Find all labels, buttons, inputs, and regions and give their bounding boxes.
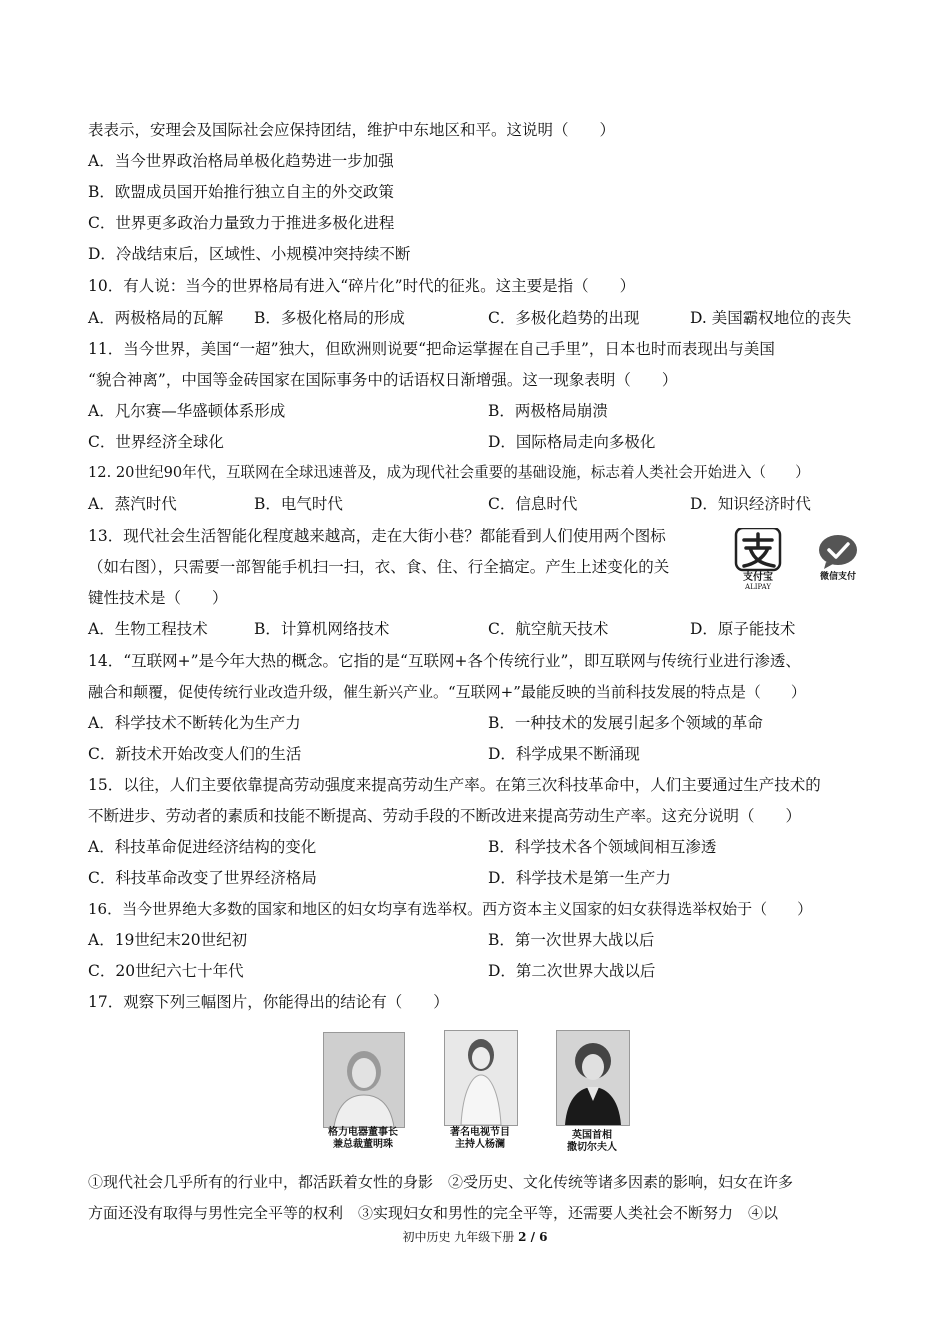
q9-option-c: C．世界更多政治力量致力于推进多极化进程 bbox=[88, 214, 395, 232]
wechat-pay-icon bbox=[808, 534, 868, 570]
q10-option-b: B．多极化格局的形成 bbox=[254, 309, 405, 327]
q10-stem: 10．有人说：当今的世界格局有进入“碎片化”时代的征兆。这主要是指（ ） bbox=[88, 277, 636, 295]
q14-option-c: C．新技术开始改变人们的生活 bbox=[88, 745, 302, 763]
q12-option-c: C．信息时代 bbox=[488, 495, 578, 513]
q11-option-a: A．凡尔赛—华盛顿体系形成 bbox=[88, 402, 286, 420]
page-footer bbox=[0, 1228, 950, 1245]
q9-option-b: B．欧盟成员国开始推行独立自主的外交政策 bbox=[88, 183, 394, 201]
q10-option-c: C．多极化趋势的出现 bbox=[488, 309, 640, 327]
q14-stem-2: 融合和颠覆，促使传统行业改造升级，催生新兴产业。“互联网+”最能反映的当前科技发展的特点是（ ） bbox=[88, 683, 806, 701]
q12-option-d: D．知识经济时代 bbox=[690, 495, 811, 513]
caption-3-line-2: 撒切尔夫人 bbox=[567, 1142, 617, 1153]
q15-option-a: A．科技革命促进经济结构的变化 bbox=[88, 838, 317, 856]
q9-option-d: D．冷战结束后，区域性、小规模冲突持续不断 bbox=[88, 245, 411, 263]
page-number: 2 / 6 bbox=[518, 1230, 548, 1244]
wechat-pay-label: 微信支付 bbox=[819, 572, 856, 582]
q9-stem-end: 表表示，安理会及国际社会应保持团结，维护中东地区和平。这说明（ ） bbox=[88, 121, 616, 139]
portrait-dong-mingzhu bbox=[323, 1032, 405, 1128]
alipay-logo bbox=[728, 528, 788, 590]
q13-stem-2: （如右图），只需要一部智能手机扫一扫，衣、食、住、行全搞定。产生上述变化的关 bbox=[88, 558, 670, 576]
q16-stem: 16．当今世界绝大多数的国家和地区的妇女均享有选举权。西方资本主义国家的妇女获得选举权始于（ ） bbox=[88, 900, 813, 918]
caption-3-line-1: 英国首相 bbox=[572, 1130, 612, 1141]
q15-option-c: C．科技革命改变了世界经济格局 bbox=[88, 869, 317, 887]
alipay-label: 支付宝 bbox=[743, 572, 773, 583]
q14-option-b: B．一种技术的发展引起多个领域的革命 bbox=[488, 714, 763, 732]
wechat-pay-logo bbox=[808, 534, 868, 586]
q16-option-c: C．20世纪六七十年代 bbox=[88, 962, 244, 980]
q13-stem-3: 键性技术是（ ） bbox=[88, 589, 228, 607]
q17-statements-2: 方面还没有取得与男性完全平等的权利 ③实现妇女和男性的完全平等，还需要人类社会不断努力 ④以 bbox=[88, 1204, 779, 1222]
q15-option-d: D．科学技术是第一生产力 bbox=[488, 869, 671, 887]
caption-2-line-1: 著名电视节目 bbox=[450, 1127, 510, 1138]
alipay-icon bbox=[728, 528, 788, 572]
person-photo-icon bbox=[324, 1033, 404, 1127]
alipay-label-en: ALIPAY bbox=[745, 583, 771, 591]
q12-stem: 12. 20世纪90年代，互联网在全球迅速普及，成为现代社会重要的基础设施，标志着人类社会开始进入（ ） bbox=[88, 464, 810, 481]
q12-option-a: A．蒸汽时代 bbox=[88, 495, 177, 513]
q14-option-d: D．科学成果不断涌现 bbox=[488, 745, 640, 763]
caption-1-line-1: 格力电器董事长 bbox=[328, 1127, 398, 1138]
q17-statements-1: ①现代社会几乎所有的行业中，都活跃着女性的身影 ②受历史、文化传统等诸多因素的影响，妇女在许多 bbox=[88, 1173, 794, 1191]
q13-option-d: D．原子能技术 bbox=[690, 620, 796, 638]
q14-stem-1: 14．“互联网+”是今年大热的概念。它指的是“互联网+各个传统行业”，即互联网与传统行业进行渗透、 bbox=[88, 652, 801, 670]
footer-text: 初中历史 九年级下册 bbox=[402, 1230, 519, 1244]
person-photo-icon bbox=[557, 1031, 629, 1125]
q11-option-b: B．两极格局崩溃 bbox=[488, 402, 608, 420]
q16-option-d: D．第二次世界大战以后 bbox=[488, 962, 656, 980]
q13-option-a: A．生物工程技术 bbox=[88, 620, 208, 638]
q15-stem-1: 15．以往，人们主要依靠提高劳动强度来提高劳动生产率。在第三次科技革命中，人们主要通过生产技术的 bbox=[88, 776, 821, 794]
portrait-thatcher bbox=[556, 1030, 630, 1126]
q11-option-d: D．国际格局走向多极化 bbox=[488, 433, 656, 451]
portrait-yang-lan bbox=[444, 1030, 518, 1126]
q16-option-b: B．第一次世界大战以后 bbox=[488, 931, 655, 949]
person-photo-icon bbox=[445, 1031, 517, 1125]
q9-option-a: A．当今世界政治格局单极化趋势进一步加强 bbox=[88, 152, 394, 170]
q11-stem-2: “貌合神离”，中国等金砖国家在国际事务中的话语权日渐增强。这一现象表明（ ） bbox=[88, 371, 678, 389]
q13-option-b: B．计算机网络技术 bbox=[254, 620, 390, 638]
q13-stem-1: 13．现代社会生活智能化程度越来越高，走在大街小巷？都能看到人们使用两个图标 bbox=[88, 527, 666, 545]
q12-option-b: B．电气时代 bbox=[254, 495, 343, 513]
caption-1-line-2: 兼总裁董明珠 bbox=[333, 1139, 393, 1150]
q11-stem-1: 11．当今世界，美国“一超”独大，但欧洲则说要“把命运掌握在自己手里”，日本也时而表现出与美国 bbox=[88, 340, 775, 358]
q10-option-d: D. 美国霸权地位的丧失 bbox=[690, 309, 852, 327]
q10-option-a: A．两极格局的瓦解 bbox=[88, 309, 224, 327]
q13-option-c: C．航空航天技术 bbox=[488, 620, 609, 638]
caption-2-line-2: 主持人杨澜 bbox=[455, 1139, 505, 1150]
q15-stem-2: 不断进步、劳动者的素质和技能不断提高、劳动手段的不断改进来提高劳动生产率。这充分说明（ ） bbox=[88, 807, 802, 825]
q14-option-a: A．科学技术不断转化为生产力 bbox=[88, 714, 301, 732]
q17-stem: 17．观察下列三幅图片，你能得出的结论有（ ） bbox=[88, 993, 449, 1011]
q11-option-c: C．世界经济全球化 bbox=[88, 433, 224, 451]
q16-option-a: A．19世纪末20世纪初 bbox=[88, 931, 248, 949]
q15-option-b: B．科学技术各个领域间相互渗透 bbox=[488, 838, 717, 856]
